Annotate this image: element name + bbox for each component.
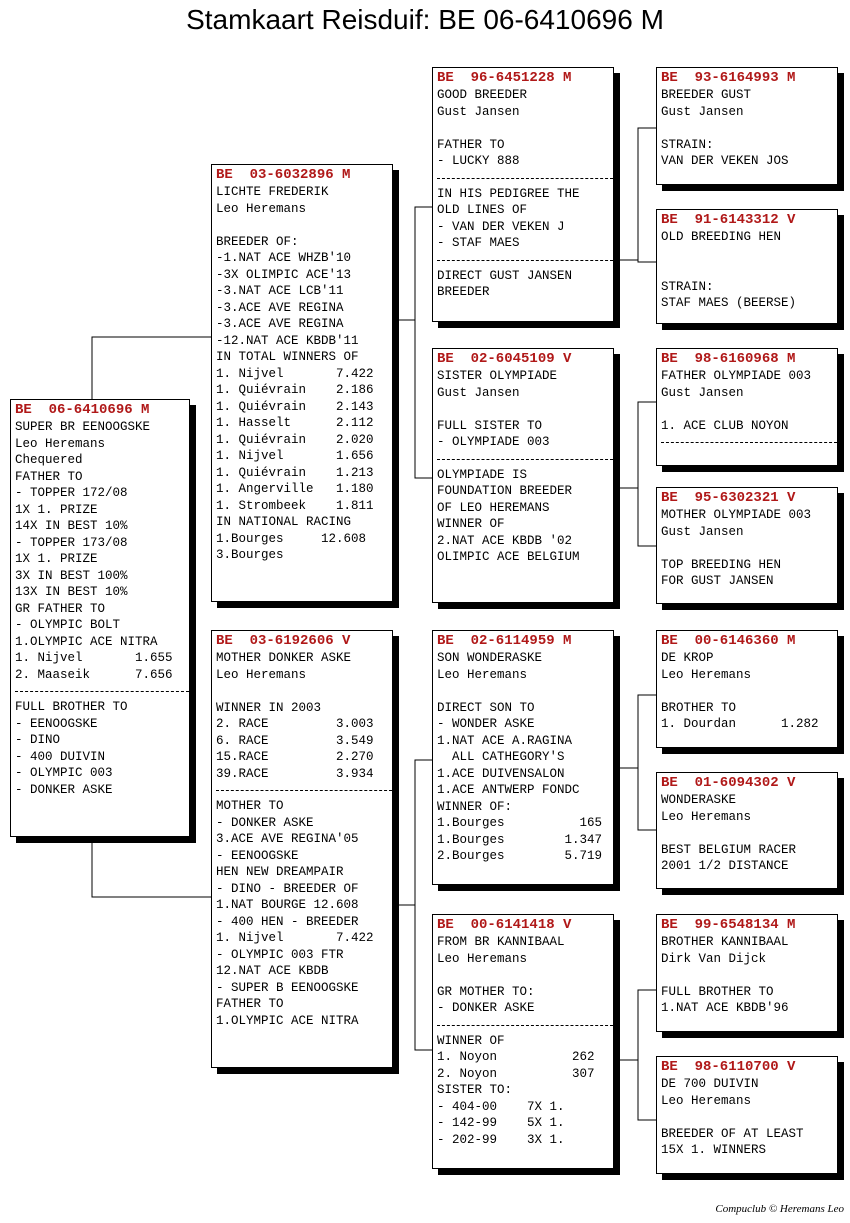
card-header: BE 03-6192606 V <box>216 633 351 649</box>
card-line: - EENOOGSKE <box>216 848 299 863</box>
card-header: BE 93-6164993 M <box>661 70 796 86</box>
card-line: WONDERASKE <box>661 793 737 807</box>
connector-sire-ss <box>393 207 432 320</box>
card-line: IN TOTAL WINNERS OF <box>216 350 359 364</box>
card-line: 1. Strombeek 1.811 <box>216 498 374 513</box>
card-line: Leo Heremans <box>437 951 528 966</box>
card-line: - STAF MAES <box>437 236 520 250</box>
card-line: 15X 1. WINNERS <box>661 1143 767 1157</box>
card-line: BREEDER OF AT LEAST <box>661 1126 804 1141</box>
card-line: 1X 1. PRIZE <box>15 502 98 517</box>
card-line: BREEDER <box>437 285 490 299</box>
card-line: MOTHER DONKER ASKE <box>216 651 352 665</box>
card-line: Gust Jansen <box>661 104 744 119</box>
card-line: Dirk Van Dijck <box>661 951 767 966</box>
card-line: IN NATIONAL RACING <box>216 515 352 529</box>
card-line: 2001 1/2 DISTANCE <box>661 859 789 873</box>
card-line: 1. Quiévrain 1.213 <box>216 465 374 480</box>
card-header: BE 98-6160968 M <box>661 351 796 367</box>
card-line: Gust Jansen <box>661 385 744 400</box>
card-line: MOTHER OLYMPIADE 003 <box>661 508 812 522</box>
divider <box>216 782 392 791</box>
card-line: ALL CATHEGORY'S <box>437 750 565 764</box>
card-line <box>437 401 610 418</box>
card-subject <box>10 399 190 837</box>
card-line: DE KROP <box>661 651 714 665</box>
card-line: 1.OLYMPIC ACE NITRA <box>15 634 158 649</box>
connector-dd-dds <box>614 990 656 1060</box>
card-line <box>437 683 610 700</box>
card-line: 39.RACE 3.934 <box>216 766 374 781</box>
connector-dam-dd <box>415 905 432 1050</box>
card-header: BE 96-6451228 M <box>437 70 572 86</box>
card-header: BE 99-6548134 M <box>661 917 796 933</box>
card-line: FATHER OLYMPIADE 003 <box>661 369 812 383</box>
card-line: - 142-99 5X 1. <box>437 1116 565 1130</box>
card-line: - OLYMPIC 003 FTR <box>216 947 344 962</box>
connector-sire-sd <box>415 320 432 478</box>
card-line: Chequered <box>15 453 83 467</box>
card-line: 15.RACE 2.270 <box>216 750 374 764</box>
card-line: FOUNDATION BREEDER <box>437 484 573 498</box>
connector-sd-sdd <box>638 488 656 546</box>
card-header: BE 03-6032896 M <box>216 167 351 183</box>
card-header: BE 98-6110700 V <box>661 1059 796 1075</box>
card-line <box>661 967 834 984</box>
card-line: Leo Heremans <box>15 436 106 451</box>
card-line: Leo Heremans <box>661 1093 752 1108</box>
card-line: 13X IN BEST 10% <box>15 585 128 599</box>
card-line: - DINO - BREEDER OF <box>216 881 359 896</box>
card-line: 1. Nijvel 1.655 <box>15 651 173 665</box>
card-line: 1. Quiévrain 2.186 <box>216 383 374 397</box>
card-line: - TOPPER 172/08 <box>15 486 128 500</box>
card-line <box>216 683 389 700</box>
card-sire <box>211 164 393 602</box>
card-line: IN HIS PEDIGREE THE <box>437 186 580 201</box>
card-line: 2.NAT ACE KBDB '02 <box>437 533 573 548</box>
divider <box>661 434 837 443</box>
card-line: BROTHER KANNIBAAL <box>661 935 789 949</box>
card-line: LICHTE FREDERIK <box>216 185 329 199</box>
card-sire-sire <box>432 67 614 322</box>
card-sire-dam-sire <box>656 348 838 466</box>
card-line: SISTER TO: <box>437 1083 513 1097</box>
card-line: 3.ACE AVE REGINA'05 <box>216 832 359 846</box>
divider <box>437 451 613 460</box>
card-line: 2.Bourges 5.719 <box>437 849 603 863</box>
card-line: BROTHER TO <box>661 700 737 715</box>
card-line: - OLYMPIADE 003 <box>437 435 550 449</box>
card-line <box>437 120 610 137</box>
card-line: DIRECT SON TO <box>437 700 535 715</box>
card-header: BE 91-6143312 V <box>661 212 796 228</box>
card-line: 14X IN BEST 10% <box>15 519 128 533</box>
card-line <box>661 825 834 842</box>
card-line: 1.Bourges 165 <box>437 816 603 830</box>
card-line: GR MOTHER TO: <box>437 984 535 999</box>
card-line: 2. RACE 3.003 <box>216 717 374 731</box>
card-line: 1. Noyon 262 <box>437 1050 595 1064</box>
card-line: OLD LINES OF <box>437 203 528 217</box>
card-dam-dam-dam <box>656 1056 838 1174</box>
card-line: FULL BROTHER TO <box>661 984 774 999</box>
card-line: 1.ACE DUIVENSALON <box>437 766 565 781</box>
divider <box>437 252 613 261</box>
connector-subject-dam <box>92 837 211 897</box>
card-line: OLIMPIC ACE BELGIUM <box>437 550 580 564</box>
card-line: 1X 1. PRIZE <box>15 552 98 566</box>
card-line: 1. Dourdan 1.282 <box>661 717 819 731</box>
card-line: -1.NAT ACE WHZB'10 <box>216 251 352 265</box>
divider <box>437 170 613 179</box>
card-line: -12.NAT ACE KBDB'11 <box>216 333 359 348</box>
card-line: 1.Bourges 1.347 <box>437 832 603 847</box>
card-line: OLD BREEDING HEN <box>661 230 782 244</box>
card-line: WINNER OF: <box>437 799 513 814</box>
card-line <box>661 540 834 557</box>
card-line: - 404-00 7X 1. <box>437 1099 565 1114</box>
card-line: DE 700 DUIVIN <box>661 1077 759 1091</box>
card-line <box>661 120 834 137</box>
card-line: - WONDER ASKE <box>437 717 535 731</box>
connector-dd-ddd <box>638 1060 656 1120</box>
card-dam-dam-sire <box>656 914 838 1032</box>
card-line <box>216 217 389 234</box>
connector-sd-sds <box>614 402 656 488</box>
card-dam <box>211 630 393 1068</box>
card-line: BREEDER GUST <box>661 88 752 102</box>
card-line: - DONKER ASKE <box>216 815 314 830</box>
card-line: GR FATHER TO <box>15 601 106 616</box>
card-line: - SUPER B EENOOGSKE <box>216 980 359 995</box>
connector-ss-ssd <box>638 260 656 262</box>
card-line: - 400 DUIVIN <box>15 749 106 764</box>
card-line: 1.NAT BOURGE 12.608 <box>216 898 359 912</box>
card-line: 3.Bourges <box>216 548 284 562</box>
card-line: FATHER TO <box>437 137 505 152</box>
card-header: BE 95-6302321 V <box>661 490 796 506</box>
card-line: 2. Noyon 307 <box>437 1066 595 1081</box>
card-line: BEST BELGIUM RACER <box>661 842 797 857</box>
card-line: Leo Heremans <box>216 667 307 682</box>
divider <box>15 683 189 692</box>
card-line: VAN DER VEKEN JOS <box>661 154 789 168</box>
card-line <box>661 401 834 418</box>
credit-text: Compuclub © Heremans Leo <box>715 1203 844 1215</box>
connector-ss-sss <box>614 128 656 260</box>
card-line: - 202-99 3X 1. <box>437 1132 565 1147</box>
card-line: - 400 HEN - BREEDER <box>216 914 359 929</box>
card-sire-dam-dam <box>656 487 838 604</box>
card-line: - DINO <box>15 733 61 747</box>
card-line: - DONKER ASKE <box>437 1001 535 1015</box>
connector-dam-ds <box>393 760 432 905</box>
card-line: OF LEO HEREMANS <box>437 500 550 515</box>
card-line: 1. Quiévrain 2.143 <box>216 399 374 414</box>
card-line: GOOD BREEDER <box>437 88 528 102</box>
card-dam-sire <box>432 630 614 885</box>
card-line: FULL BROTHER TO <box>15 700 128 714</box>
card-line: OLYMPIADE IS <box>437 467 528 482</box>
card-dam-dam <box>432 914 614 1169</box>
card-line: WINNER OF <box>437 1033 505 1048</box>
card-line: - OLYMPIC 003 <box>15 766 113 780</box>
card-line: -3.NAT ACE LCB'11 <box>216 284 344 298</box>
card-sire-dam <box>432 348 614 603</box>
card-line: - OLYMPIC BOLT <box>15 618 121 632</box>
card-line <box>661 246 834 263</box>
card-dam-sire-dam <box>656 772 838 889</box>
card-sire-sire-sire <box>656 67 838 185</box>
card-line: 1. Nijvel 7.422 <box>216 366 374 381</box>
card-line: 1. Hasselt 2.112 <box>216 416 374 430</box>
card-line: FATHER TO <box>15 469 83 484</box>
card-line: Gust Jansen <box>437 104 520 119</box>
card-line: -3X OLIMPIC ACE'13 <box>216 267 352 282</box>
card-line: - DONKER ASKE <box>15 782 113 797</box>
card-line: Gust Jansen <box>661 524 744 539</box>
card-line: FULL SISTER TO <box>437 418 543 433</box>
card-line: WINNER OF <box>437 517 505 531</box>
card-line: FOR GUST JANSEN <box>661 574 774 588</box>
card-sire-sire-dam <box>656 209 838 324</box>
card-line: HEN NEW DREAMPAIR <box>216 865 344 879</box>
card-line: Leo Heremans <box>437 667 528 682</box>
card-header: BE 00-6146360 M <box>661 633 796 649</box>
card-line <box>661 262 834 279</box>
card-line: 3X IN BEST 100% <box>15 568 128 583</box>
card-line: SON WONDERASKE <box>437 651 543 665</box>
card-line: WINNER IN 2003 <box>216 700 322 715</box>
card-line: Gust Jansen <box>437 385 520 400</box>
card-dam-sire-sire <box>656 630 838 748</box>
card-line: Leo Heremans <box>661 809 752 824</box>
card-line: -3.ACE AVE REGINA <box>216 300 344 315</box>
card-line: STRAIN: <box>661 137 714 152</box>
card-line <box>661 683 834 700</box>
card-line: - LUCKY 888 <box>437 154 520 168</box>
divider <box>437 1017 613 1026</box>
card-line: FATHER TO <box>216 997 284 1011</box>
card-line: DIRECT GUST JANSEN <box>437 268 573 283</box>
card-line: 2. Maaseik 7.656 <box>15 667 173 682</box>
page-title: Stamkaart Reisduif: BE 06-6410696 M <box>186 4 664 35</box>
card-line: SUPER BR EENOOGSKE <box>15 420 151 434</box>
card-line: STAF MAES (BEERSE) <box>661 296 797 310</box>
card-line: 1. Nijvel 7.422 <box>216 931 374 945</box>
card-line: Leo Heremans <box>216 201 307 216</box>
connector-ds-dsd <box>638 768 656 830</box>
card-line: FROM BR KANNIBAAL <box>437 935 565 949</box>
card-line <box>661 1109 834 1126</box>
card-line: 1. Quiévrain 2.020 <box>216 432 374 447</box>
card-header: BE 02-6045109 V <box>437 351 572 367</box>
card-line: BREEDER OF: <box>216 234 299 249</box>
card-line: 12.NAT ACE KBDB <box>216 964 329 978</box>
connector-ds-dss <box>614 695 656 768</box>
card-line: - EENOOGSKE <box>15 716 98 731</box>
connector-subject-sire <box>92 337 211 399</box>
card-line: -3.ACE AVE REGINA <box>216 317 344 331</box>
card-line: 1.OLYMPIC ACE NITRA <box>216 1013 359 1028</box>
card-line: TOP BREEDING HEN <box>661 557 782 572</box>
card-line: 1.NAT ACE KBDB'96 <box>661 1001 789 1015</box>
card-line: 6. RACE 3.549 <box>216 733 374 748</box>
card-line: MOTHER TO <box>216 799 284 813</box>
card-header: BE 00-6141418 V <box>437 917 572 933</box>
card-line: 1.Bourges 12.608 <box>216 531 367 546</box>
card-line: 1. Nijvel 1.656 <box>216 449 374 463</box>
card-line: - TOPPER 173/08 <box>15 535 128 550</box>
card-header: BE 01-6094302 V <box>661 775 796 791</box>
card-line: STRAIN: <box>661 279 714 294</box>
card-header: BE 06-6410696 M <box>15 402 150 418</box>
card-line: SISTER OLYMPIADE <box>437 369 558 383</box>
card-line: 1.ACE ANTWERP FONDC <box>437 783 580 797</box>
card-header: BE 02-6114959 M <box>437 633 572 649</box>
card-line: 1. ACE CLUB NOYON <box>661 418 789 433</box>
card-line <box>437 967 610 984</box>
card-line: - VAN DER VEKEN J <box>437 219 565 234</box>
card-line: 1.NAT ACE A.RAGINA <box>437 733 573 748</box>
card-line: Leo Heremans <box>661 667 752 682</box>
card-line: 1. Angerville 1.180 <box>216 482 374 496</box>
